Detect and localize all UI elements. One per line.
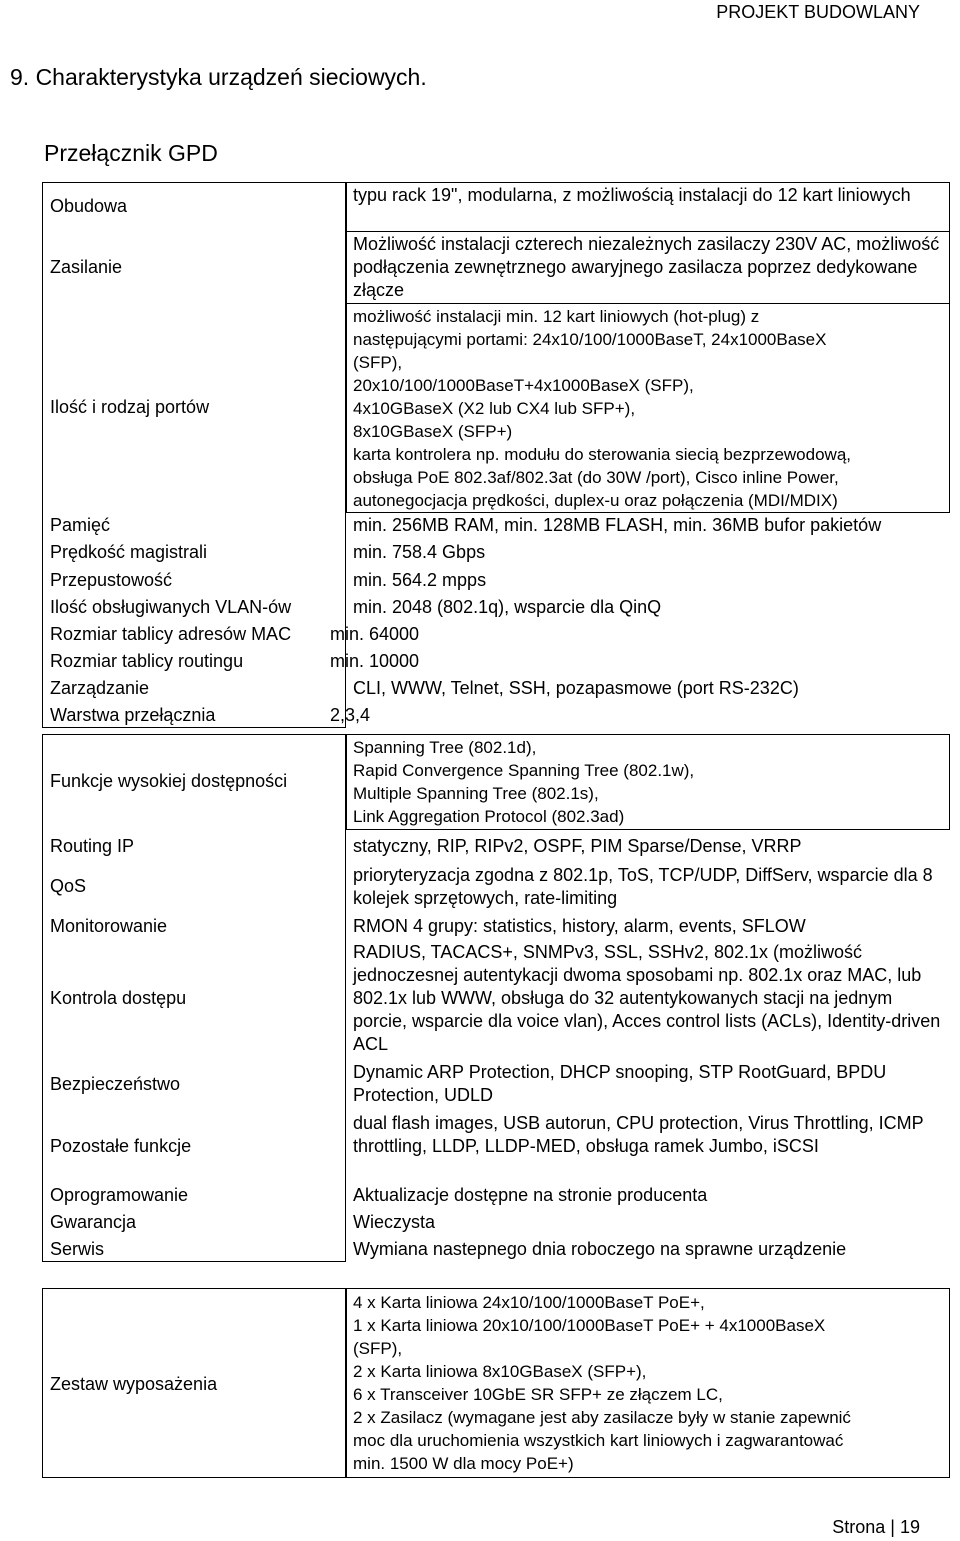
equipment-line: 2 x Karta liniowa 8x10GBaseX (SFP+), (353, 1362, 647, 1381)
label-vlan: Ilość obsługiwanych VLAN-ów (50, 597, 292, 617)
label-mac: Rozmiar tablicy adresów MAC (50, 624, 292, 644)
label-przepustowosc: Przepustowość (50, 570, 173, 590)
value-vlan: min. 2048 (802.1q), wsparcie dla QinQ (353, 597, 662, 617)
value-pamiec: min. 256MB RAM, min. 128MB FLASH, min. 36MB bufor pakietów (353, 515, 882, 535)
label-porty: Ilość i rodzaj portów (50, 397, 210, 417)
document-header: PROJEKT BUDOWLANY (716, 2, 920, 22)
label-zestaw: Zestaw wyposażenia (50, 1374, 218, 1394)
value-monitorowanie: RMON 4 grupy: statistics, history, alarm, events, SFLOW (353, 916, 806, 936)
value-routing-ip: statyczny, RIP, RIPv2, OSPF, PIM Sparse/Dense, VRRP (353, 836, 802, 856)
ha-line: Link Aggregation Protocol (802.3ad) (353, 807, 625, 826)
value-obudowa: typu rack 19", modularna, z możliwością instalacji do 12 kart liniowych (353, 185, 911, 205)
label-ha: Funkcje wysokiej dostępności (50, 771, 288, 791)
label-pozostale: Pozostałe funkcje (50, 1136, 192, 1156)
ha-line: Rapid Convergence Spanning Tree (802.1w), (353, 761, 695, 780)
label-serwis: Serwis (50, 1239, 105, 1259)
ports-line: (SFP), (353, 353, 403, 372)
value-serwis: Wymiana nastepnego dnia roboczego na sprawne urządzenie (353, 1239, 847, 1259)
label-kontrola: Kontrola dostępu (50, 988, 187, 1008)
label-gwarancja: Gwarancja (50, 1212, 137, 1232)
value-zasilanie: Możliwość instalacji czterech niezależnych zasilaczy 230V AC, możliwość podłączenia zewnętrznego awaryjnego zasilacza poprzez dedykowane złącze (353, 234, 940, 300)
value-pozostale: dual flash images, USB autorun, CPU protection, Virus Throttling, ICMP throttling, LLDP, LLDP-MED, obsługa ramek Jumbo, iSCSI (353, 1113, 924, 1156)
value-warstwa: 2,3,4 (330, 705, 371, 725)
ha-line: Multiple Spanning Tree (802.1s), (353, 784, 599, 803)
ports-line: obsługa PoE 802.3af/802.3at (do 30W /port), Cisco inline Power, (353, 468, 839, 487)
value-kontrola: RADIUS, TACACS+, SNMPv3, SSL, SSHv2, 802.1x (możliwość jednoczesnej autentykacji dwoma sposobami np. 802.1x oraz MAC, lub 802.1x lub WWW, obsługa do 32 autentykowanych stacji na jednym porcie, wsparcie dla voice vlan), Acces control lists (ACLs), Identity-driven ACL (353, 942, 941, 1054)
label-zasilanie: Zasilanie (50, 257, 123, 277)
equipment-line: moc dla uruchomienia wszystkich kart liniowych i zagwarantować (353, 1431, 844, 1450)
label-bezpieczenstwo: Bezpieczeństwo (50, 1074, 181, 1094)
value-bezpieczenstwo: Dynamic ARP Protection, DHCP snooping, STP RootGuard, BPDU Protection, UDLD (353, 1062, 887, 1105)
label-magistrala: Prędkość magistrali (50, 542, 208, 562)
value-qos: prioryteryzacja zgodna z 802.1p, ToS, TCP/UDP, DiffServ, wsparcie dla 8 kolejek sprzętowych, rate-limiting (353, 865, 933, 908)
ports-line: 20x10/100/1000BaseT+4x1000BaseX (SFP), (353, 376, 694, 395)
equipment-line: 2 x Zasilacz (wymagane jest aby zasilacze były w stanie zapewnić (353, 1408, 851, 1427)
ports-line: następującymi portami: 24x10/100/1000BaseT, 24x1000BaseX (353, 330, 827, 349)
value-magistrala: min. 758.4 Gbps (353, 542, 486, 562)
label-oprogramowanie: Oprogramowanie (50, 1185, 189, 1205)
page-number: Strona | 19 (832, 1517, 920, 1537)
value-przepustowosc: min. 564.2 mpps (353, 570, 487, 590)
value-oprogramowanie: Aktualizacje dostępne na stronie producenta (353, 1185, 708, 1205)
ports-line: autonegocjacja prędkości, duplex-u oraz połączenia (MDI/MDIX) (353, 491, 838, 510)
equipment-line: 1 x Karta liniowa 20x10/100/1000BaseT PoE+ + 4x1000BaseX (353, 1316, 826, 1335)
section-title: 9. Charakterystyka urządzeń sieciowych. (10, 64, 427, 90)
value-porty (353, 305, 943, 512)
label-pamiec: Pamięć (50, 515, 111, 535)
value-gwarancja: Wieczysta (353, 1212, 436, 1232)
label-routing-table: Rozmiar tablicy routingu (50, 651, 244, 671)
ports-line: 8x10GBaseX (SFP+) (353, 422, 513, 441)
label-monitorowanie: Monitorowanie (50, 916, 168, 936)
label-qos: QoS (50, 876, 87, 896)
equipment-line: 4 x Karta liniowa 24x10/100/1000BaseT PoE+, (353, 1293, 705, 1312)
equipment-line: min. 1500 W dla mocy PoE+) (353, 1454, 574, 1473)
ports-line: karta kontrolera np. modułu do sterowania siecią bezprzewodową, (353, 445, 851, 464)
value-ha (353, 736, 943, 828)
label-routing-ip: Routing IP (50, 836, 135, 856)
subsection-title: Przełącznik GPD (44, 140, 218, 166)
equipment-line: 6 x Transceiver 10GbE SR SFP+ ze złączem LC, (353, 1385, 723, 1404)
value-zarzadzanie: CLI, WWW, Telnet, SSH, pozapasmowe (port RS-232C) (353, 678, 799, 698)
label-warstwa: Warstwa przełącznia (50, 705, 216, 725)
equipment-line: (SFP), (353, 1339, 403, 1358)
value-routing-table: min. 10000 (330, 651, 420, 671)
label-obudowa: Obudowa (50, 196, 128, 216)
value-zestaw (353, 1291, 943, 1475)
ports-line: 4x10GBaseX (X2 lub CX4 lub SFP+), (353, 399, 636, 418)
value-mac: min. 64000 (330, 624, 420, 644)
label-zarzadzanie: Zarządzanie (50, 678, 150, 698)
ports-line: możliwość instalacji min. 12 kart liniowych (hot-plug) z (353, 307, 760, 326)
ha-line: Spanning Tree (802.1d), (353, 738, 537, 757)
